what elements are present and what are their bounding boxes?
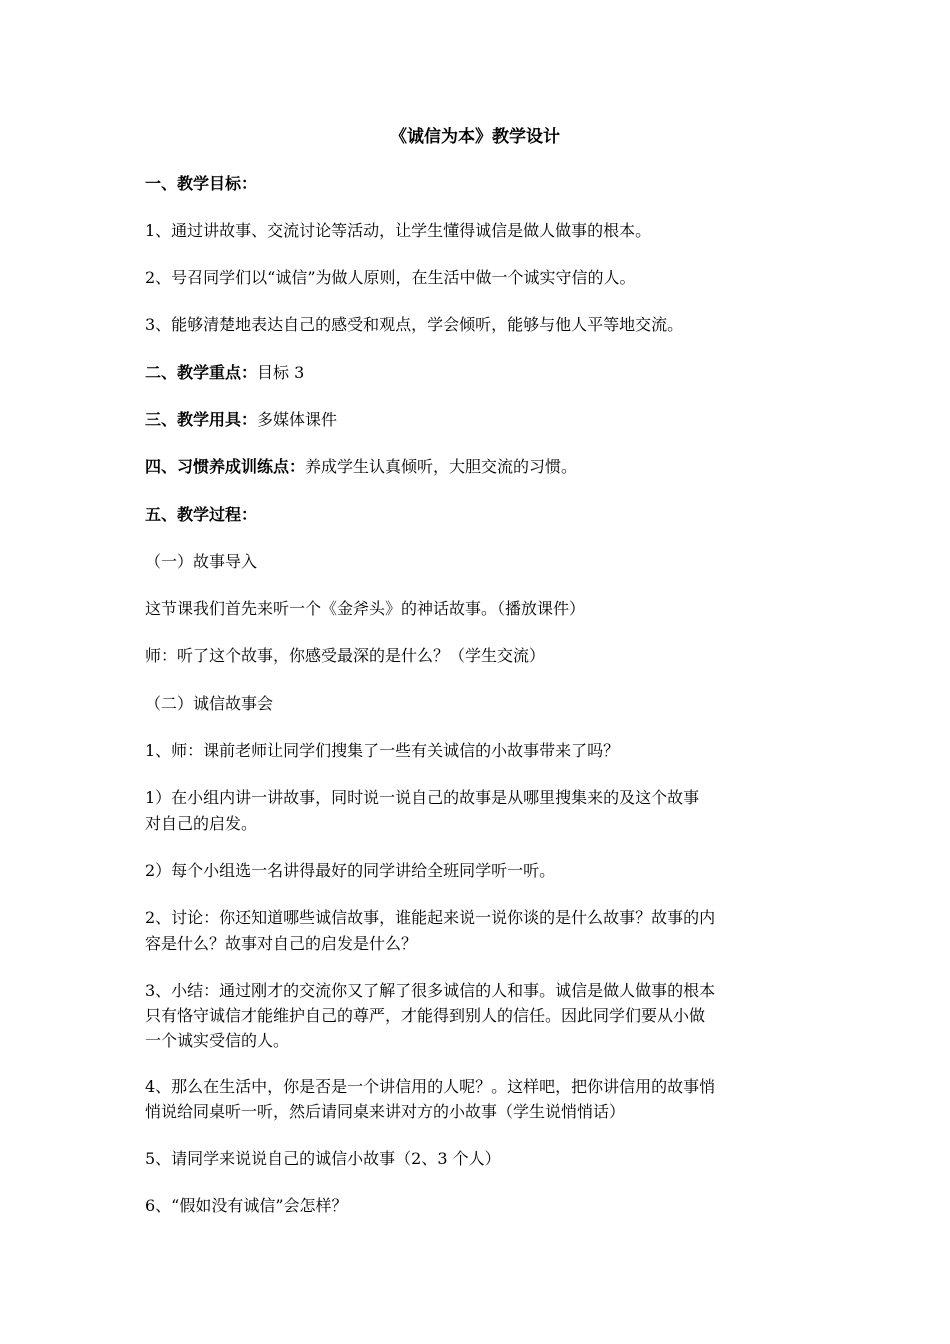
process-heading: 五、教学过程： <box>145 505 258 524</box>
part-1-paragraph-1: 这节课我们首先来听一个《金斧头》的神话故事。（播放课件） <box>145 599 586 618</box>
part-2-item-1a-line-1: 1）在小组内讲一讲故事，同时说一说自己的故事是从哪里搜集来的及这个故事 <box>145 788 700 807</box>
part-2-item-2-line-2: 容是什么？故事对自己的启发是什么？ <box>145 934 418 953</box>
part-2-item-6: 6、“假如没有诚信”会怎样？ <box>145 1196 348 1215</box>
tools-value: 多媒体课件 <box>257 410 338 429</box>
goals-heading: 一、教学目标： <box>145 174 258 193</box>
tools-heading: 三、教学用具： <box>145 410 258 429</box>
part-2-item-1: 1、师：课前老师让同学们搜集了一些有关诚信的小故事带来了吗？ <box>145 741 620 760</box>
key-value: 目标 3 <box>257 363 305 382</box>
habit-value: 养成学生认真倾听，大胆交流的习惯。 <box>305 457 578 476</box>
part-2-item-5: 5、请同学来说说自己的诚信小故事（2、3 个人） <box>145 1149 501 1168</box>
part-2-item-1b: 2）每个小组选一名讲得最好的同学讲给全班同学听一听。 <box>145 861 556 880</box>
part-2-item-1a-line-2: 对自己的启发。 <box>145 814 258 833</box>
part-1-paragraph-2: 师：听了这个故事，你感受最深的是什么？（学生交流） <box>145 646 546 665</box>
part-2-heading: （二）诚信故事会 <box>145 694 274 713</box>
part-2-item-2-line-1: 2、讨论：你还知道哪些诚信故事，谁能起来说一说你谈的是什么故事？故事的内 <box>145 908 716 927</box>
habit-heading: 四、习惯养成训练点： <box>145 457 306 476</box>
part-2-item-4-line-2: 悄说给同桌听一听，然后请同桌来讲对方的小故事（学生说悄悄话） <box>145 1102 626 1121</box>
goal-3: 3、能够清楚地表达自己的感受和观点，学会倾听，能够与他人平等地交流。 <box>145 315 684 334</box>
part-2-item-3-line-3: 一个诚实受信的人。 <box>145 1031 290 1050</box>
part-2-item-3-line-1: 3、小结：通过刚才的交流你又了解了很多诚信的人和事。诚信是做人做事的根本 <box>145 981 716 1000</box>
goal-1: 1、通过讲故事、交流讨论等活动，让学生懂得诚信是做人做事的根本。 <box>145 221 652 240</box>
habit <box>145 454 810 480</box>
document-title: 《诚信为本》教学设计 <box>390 127 560 147</box>
part-2-item-3-line-2: 只有恪守诚信才能维护自己的尊严，才能得到别人的信任。因此同学们要从小做 <box>145 1006 706 1025</box>
tools <box>145 407 810 433</box>
goal-2: 2、号召同学们以“诚信”为做人原则，在生活中做一个诚实守信的人。 <box>145 268 636 287</box>
part-2-item-4-line-1: 4、那么在生活中，你是否是一个讲信用的人呢？。这样吧，把你讲信用的故事悄 <box>145 1077 716 1096</box>
key-heading: 二、教学重点： <box>145 363 258 382</box>
key-point <box>145 360 810 386</box>
part-1-heading: （一）故事导入 <box>145 552 258 571</box>
